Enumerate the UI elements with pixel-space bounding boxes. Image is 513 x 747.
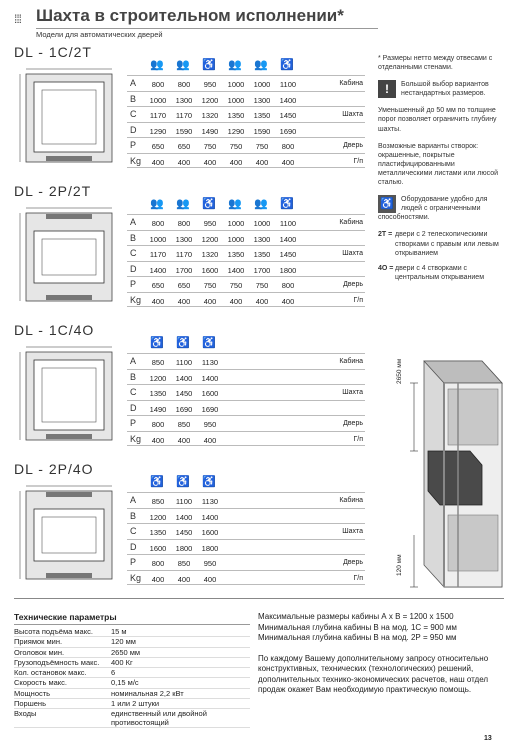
- table-cell: 800: [281, 281, 295, 290]
- table-cell: 1130: [201, 497, 219, 506]
- max-line-1: Максимальные размеры кабины А х В = 1200 х 1500: [258, 612, 454, 621]
- table-cell: 1170: [175, 111, 193, 120]
- table-cell: 800: [151, 559, 165, 568]
- row-group-label: Г/п: [353, 435, 363, 443]
- persons-icon: 👥: [254, 59, 268, 71]
- section-title: DL - 1C/2T: [14, 44, 92, 60]
- table-cell: 1800: [175, 543, 193, 553]
- table-cell: 400: [203, 296, 217, 306]
- table-row: [127, 353, 365, 369]
- table-cell: 650: [177, 281, 191, 290]
- table-cell: 400: [151, 157, 165, 167]
- table-cell: 400: [229, 296, 243, 306]
- table-cell: 1690: [279, 126, 297, 136]
- param-row: [14, 678, 250, 688]
- tech-params-title: Технические параметры: [14, 612, 250, 625]
- param-value: единственный или двойной противостоящий: [111, 709, 207, 728]
- table-cell: 1350: [149, 389, 167, 398]
- row-label: A: [130, 356, 137, 366]
- table-cell: 1170: [149, 250, 167, 259]
- table-cell: 1490: [201, 126, 219, 136]
- capacity-icons: [127, 334, 365, 353]
- page-title: Шахта в строительном исполнении*: [36, 6, 344, 25]
- table-cell: 1350: [227, 250, 245, 259]
- table-row: [127, 523, 365, 539]
- table-cell: 1600: [149, 543, 167, 553]
- plan-diagram: [16, 483, 120, 592]
- table-row: [127, 153, 365, 169]
- param-key: Приямок мин.: [14, 637, 63, 647]
- table-cell: 400: [151, 435, 165, 445]
- exclamation-icon: !: [378, 80, 396, 98]
- row-label: P: [130, 557, 137, 567]
- table-cell: 1290: [227, 126, 245, 136]
- plan-svg: [16, 205, 120, 309]
- wheelchair-icon: ♿: [202, 198, 216, 210]
- table-row: [127, 106, 365, 122]
- table-cell: 750: [255, 142, 269, 151]
- table-cell: 1700: [175, 265, 193, 275]
- param-row: [14, 709, 250, 728]
- table-cell: 1450: [279, 250, 297, 259]
- table-cell: 1100: [175, 497, 193, 506]
- row-label: C: [130, 387, 137, 397]
- table-cell: 1320: [201, 250, 219, 259]
- table-cell: 800: [151, 80, 165, 89]
- param-key: Скорость макс.: [14, 678, 67, 688]
- table-cell: 1400: [175, 373, 193, 383]
- table-cell: 1400: [201, 512, 219, 522]
- row-label: D: [130, 541, 137, 552]
- persons-icon: 👥: [176, 59, 190, 71]
- table-cell: 1000: [253, 219, 271, 228]
- table-row: [127, 122, 365, 138]
- bottom-divider: [14, 598, 504, 599]
- table-cell: 1450: [279, 111, 297, 120]
- param-value: 120 мм: [111, 637, 136, 647]
- param-key: Кол. остановок макс.: [14, 668, 87, 678]
- row-group-label: Шахта: [342, 528, 363, 535]
- note-net-dimensions: * Размеры нетто между отвесами с отделанными стенами.: [378, 55, 493, 72]
- table-cell: 1290: [149, 126, 167, 136]
- table-cell: 1100: [279, 80, 297, 89]
- row-label: B: [130, 232, 137, 243]
- table-row: [127, 292, 365, 308]
- wheelchair-icon: ♿: [150, 337, 164, 349]
- persons-icon: 👥: [228, 198, 242, 210]
- capacity-icons: [127, 56, 365, 75]
- max-line-3: Минимальная глубина кабины В на мод. 2Р = 950 мм: [258, 633, 457, 643]
- param-value: номинальная 2,2 кВт: [111, 688, 184, 698]
- wheelchair-icon: ♿: [176, 476, 190, 488]
- row-label: Kg: [130, 294, 142, 305]
- table-cell: 1200: [149, 512, 167, 522]
- table-row: [127, 415, 365, 431]
- param-key: Высота подъёма макс.: [14, 627, 93, 636]
- table-cell: 400: [229, 157, 243, 167]
- table-cell: 1400: [201, 373, 219, 383]
- table-cell: 1000: [149, 95, 167, 105]
- param-row: [14, 689, 250, 699]
- table-cell: 400: [177, 435, 191, 445]
- table-row: [127, 91, 365, 107]
- plan-svg: [16, 483, 120, 587]
- table-row: [127, 261, 365, 277]
- table-row: [127, 230, 365, 246]
- shaft-illustration: [398, 355, 506, 593]
- row-group-label: Г/п: [353, 296, 363, 304]
- max-line-2: Минимальная глубина кабины В на мод. 1С = 900 мм: [258, 622, 457, 632]
- table-cell: 800: [281, 142, 295, 151]
- section-3: [14, 322, 368, 457]
- row-group-label: Шахта: [342, 389, 363, 396]
- table-cell: 1100: [279, 219, 297, 228]
- wheelchair-icon: ♿: [280, 198, 294, 210]
- table-row: [127, 539, 365, 555]
- plan-svg: [16, 344, 120, 448]
- table-cell: 1100: [175, 358, 193, 367]
- persons-icon: 👥: [150, 59, 164, 71]
- table-cell: 1690: [175, 404, 193, 414]
- section-4: [14, 461, 368, 596]
- param-value: 400 Кг: [111, 657, 133, 667]
- table-row: [127, 214, 365, 230]
- row-group-label: Дверь: [343, 559, 363, 566]
- row-label: B: [130, 371, 137, 382]
- table-cell: 1700: [253, 265, 271, 275]
- table-cell: 1000: [227, 95, 245, 105]
- table-cell: 1170: [175, 250, 193, 259]
- table-cell: 750: [203, 142, 217, 151]
- table-cell: 1000: [149, 234, 167, 244]
- row-group-label: Г/п: [353, 157, 363, 165]
- param-value: 6: [111, 668, 116, 678]
- persons-icon: 👥: [228, 59, 242, 71]
- table-cell: 400: [177, 574, 191, 584]
- table-row: [127, 276, 365, 292]
- max-dimensions-text: [258, 612, 504, 696]
- wheelchair-icon: ♿: [280, 59, 294, 71]
- wheelchair-icon: ♿: [378, 195, 396, 213]
- param-key: Входы: [14, 709, 37, 719]
- param-row: [14, 668, 250, 678]
- table-row: [127, 554, 365, 570]
- plan-diagram: [16, 205, 120, 314]
- table-cell: 650: [151, 142, 165, 151]
- wheelchair-icon: ♿: [202, 337, 216, 349]
- table-cell: 750: [229, 142, 243, 151]
- wheelchair-icon: ♿: [202, 476, 216, 488]
- title-rule: [36, 28, 378, 29]
- dimension-table: [127, 334, 365, 446]
- row-label: C: [130, 526, 137, 536]
- table-cell: 850: [177, 420, 191, 429]
- wheelchair-icon: ♿: [150, 476, 164, 488]
- dim-headroom: 2650 мм: [396, 358, 403, 384]
- wheelchair-icon: ♿: [176, 337, 190, 349]
- table-cell: 1000: [253, 80, 271, 89]
- definition-4o: 4O = двери с 4 створками с центральным открыванием: [378, 264, 485, 281]
- row-label: P: [130, 140, 137, 150]
- section-2: [14, 183, 368, 318]
- table-cell: 1600: [201, 265, 219, 275]
- row-label: D: [130, 402, 137, 413]
- section-title: DL - 1C/4O: [14, 322, 95, 338]
- table-cell: 400: [281, 157, 295, 167]
- plan-svg: [16, 66, 120, 170]
- param-row: [14, 648, 250, 658]
- table-cell: 750: [255, 281, 269, 290]
- row-label: Kg: [130, 433, 142, 444]
- table-row: [127, 431, 365, 447]
- dimension-table: [127, 473, 365, 585]
- table-cell: 400: [255, 296, 269, 306]
- table-cell: 400: [203, 435, 217, 445]
- right-column: [378, 54, 504, 288]
- param-row: [14, 658, 250, 668]
- row-label: C: [130, 248, 137, 258]
- table-cell: 400: [203, 574, 217, 584]
- table-cell: 950: [203, 559, 217, 568]
- table-cell: 1350: [253, 111, 271, 120]
- param-value: 1 или 2 штуки: [111, 699, 160, 709]
- param-key: Грузоподъёмность макс.: [14, 657, 100, 667]
- plan-diagram: [16, 66, 120, 175]
- tech-params: [14, 612, 250, 728]
- page-number: 13: [484, 735, 492, 742]
- table-cell: 850: [177, 559, 191, 568]
- table-cell: 950: [203, 80, 217, 89]
- table-cell: 1450: [175, 389, 193, 398]
- table-cell: 650: [151, 281, 165, 290]
- row-group-label: Дверь: [343, 142, 363, 149]
- table-cell: 800: [177, 219, 191, 228]
- table-cell: 400: [281, 296, 295, 306]
- note-accessibility: ♿ Оборудование удобно для людей с ограниченными способностями.: [378, 196, 488, 222]
- table-cell: 950: [203, 420, 217, 429]
- param-row: [14, 627, 250, 637]
- table-cell: 1300: [253, 234, 271, 244]
- table-cell: 650: [177, 142, 191, 151]
- dimension-table: [127, 56, 365, 168]
- row-group-label: Шахта: [342, 111, 363, 118]
- row-group-label: Кабина: [339, 497, 363, 504]
- row-label: B: [130, 93, 137, 104]
- table-cell: 1350: [149, 528, 167, 537]
- support-paragraph: По каждому Вашему дополнительному запросу относительно конструктивных, технических (технологических) решений, дополнительных технико-экономических расчетов, наш отдел продаж окажет Вам необходимую практическую помощь.: [258, 653, 489, 695]
- table-cell: 400: [177, 157, 191, 167]
- row-label: D: [130, 124, 137, 135]
- param-row: [14, 637, 250, 647]
- section-title: DL - 2P/2T: [14, 183, 92, 199]
- param-value: 2650 мм: [111, 647, 141, 657]
- row-group-label: Дверь: [343, 420, 363, 427]
- table-cell: 1490: [149, 404, 167, 414]
- table-cell: 400: [151, 296, 165, 306]
- table-cell: 1300: [253, 95, 271, 105]
- table-cell: 1400: [227, 265, 245, 275]
- table-cell: 850: [151, 497, 165, 506]
- param-value: 0,15 м/с: [111, 678, 139, 688]
- section-1: [14, 44, 368, 179]
- row-label: A: [130, 217, 137, 227]
- table-cell: 1590: [253, 126, 271, 136]
- table-row: [127, 245, 365, 261]
- table-row: [127, 508, 365, 524]
- capacity-icons: [127, 473, 365, 492]
- note-threshold: Уменьшенный до 50 мм по толщине порог позволяет ограничить глубину шахты.: [378, 107, 497, 133]
- row-label: P: [130, 418, 137, 428]
- row-label: Kg: [130, 572, 142, 583]
- row-group-label: Шахта: [342, 250, 363, 257]
- definition-2t: 2T = двери с 2 телескопическими створками с правым или левым открыванием: [378, 231, 499, 257]
- table-cell: 1590: [175, 126, 193, 136]
- param-key: Поршень: [14, 699, 46, 709]
- dimension-table: [127, 195, 365, 307]
- table-cell: 400: [177, 296, 191, 306]
- row-group-label: Кабина: [339, 358, 363, 365]
- table-cell: 1800: [279, 265, 297, 275]
- table-row: [127, 137, 365, 153]
- row-group-label: Дверь: [343, 281, 363, 288]
- table-row: [127, 400, 365, 416]
- row-label: C: [130, 109, 137, 119]
- persons-icon: 👥: [150, 198, 164, 210]
- table-cell: 400: [151, 574, 165, 584]
- table-cell: 1200: [201, 234, 219, 244]
- note-door-options: Возможные варианты створок: окрашенные, покрытые пластифицированными металлическими листами или люсой сталью.: [378, 142, 499, 187]
- table-cell: 750: [203, 281, 217, 290]
- table-cell: 1450: [175, 528, 193, 537]
- table-cell: 1320: [201, 111, 219, 120]
- table-cell: 1600: [201, 528, 219, 537]
- note-custom-sizes: ! Большой выбор вариантов нестандартных размеров.: [378, 80, 504, 98]
- table-cell: 1350: [253, 250, 271, 259]
- table-row: [127, 492, 365, 508]
- table-cell: 1400: [279, 95, 297, 105]
- param-key: Оголовок мин.: [14, 647, 65, 657]
- section-title: DL - 2P/4O: [14, 461, 94, 477]
- dots-icon: ⁞⁞⁞: [14, 12, 22, 26]
- page-subtitle: Модели для автоматических дверей: [36, 30, 163, 39]
- table-cell: 950: [203, 219, 217, 228]
- row-label: B: [130, 510, 137, 521]
- table-cell: 400: [255, 157, 269, 167]
- table-cell: 800: [151, 420, 165, 429]
- table-cell: 1000: [227, 234, 245, 244]
- wheelchair-icon: ♿: [202, 59, 216, 71]
- table-row: [127, 570, 365, 586]
- dim-pit: 120 мм: [396, 554, 403, 576]
- row-label: P: [130, 279, 137, 289]
- table-cell: 1200: [149, 373, 167, 383]
- plan-diagram: [16, 344, 120, 453]
- table-cell: 400: [203, 157, 217, 167]
- table-row: [127, 384, 365, 400]
- capacity-icons: [127, 195, 365, 214]
- table-cell: 1690: [201, 404, 219, 414]
- table-cell: 1400: [175, 512, 193, 522]
- table-cell: 1300: [175, 95, 193, 105]
- table-cell: 1600: [201, 389, 219, 398]
- row-label: D: [130, 263, 137, 274]
- table-cell: 850: [151, 358, 165, 367]
- table-cell: 1170: [149, 111, 167, 120]
- table-cell: 1800: [201, 543, 219, 553]
- persons-icon: 👥: [176, 198, 190, 210]
- row-label: Kg: [130, 155, 142, 166]
- row-label: A: [130, 495, 137, 505]
- row-group-label: Г/п: [353, 574, 363, 582]
- table-cell: 1400: [279, 234, 297, 244]
- table-cell: 1000: [227, 219, 245, 228]
- table-cell: 1130: [201, 358, 219, 367]
- param-value: 15 м: [111, 627, 127, 636]
- table-cell: 1200: [201, 95, 219, 105]
- param-row: [14, 699, 250, 709]
- table-row: [127, 369, 365, 385]
- table-cell: 1000: [227, 80, 245, 89]
- table-cell: 1350: [227, 111, 245, 120]
- param-key: Мощность: [14, 688, 51, 698]
- table-row: [127, 75, 365, 91]
- row-group-label: Кабина: [339, 80, 363, 87]
- persons-icon: 👥: [254, 198, 268, 210]
- table-cell: 1300: [175, 234, 193, 244]
- row-group-label: Кабина: [339, 219, 363, 226]
- table-cell: 800: [151, 219, 165, 228]
- table-cell: 1400: [149, 265, 167, 275]
- table-cell: 750: [229, 281, 243, 290]
- row-label: A: [130, 78, 137, 88]
- table-cell: 800: [177, 80, 191, 89]
